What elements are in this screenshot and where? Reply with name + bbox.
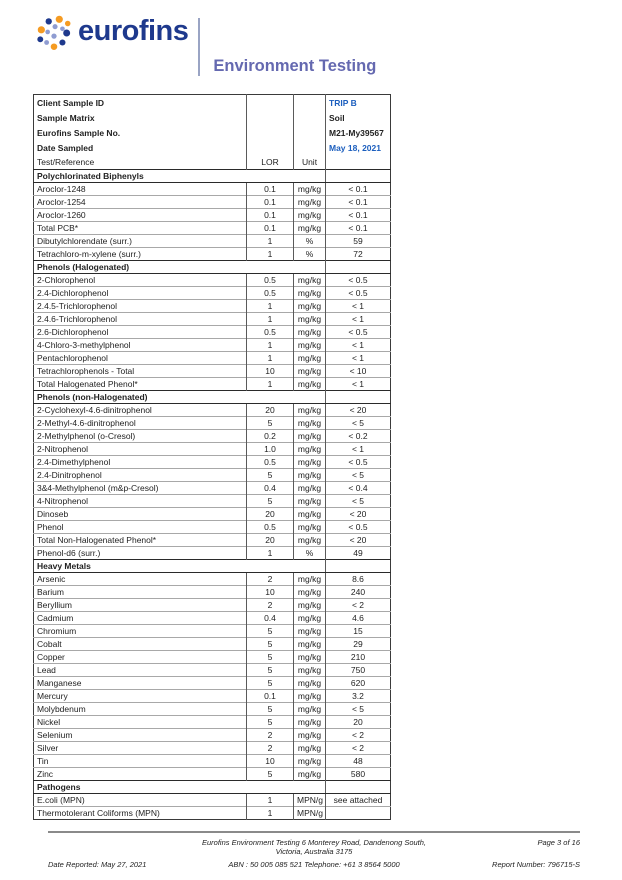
empty-cell [247, 110, 294, 125]
analyte-name: 2.4.6-Trichlorophenol [34, 313, 247, 326]
brand-divider [198, 18, 200, 76]
analyte-name: Manganese [34, 677, 247, 690]
analyte-name: Total Halogenated Phenol* [34, 378, 247, 391]
result-row [34, 521, 391, 534]
footer-page-number: Page 3 of 16 [537, 838, 580, 847]
analyte-name: Tetrachlorophenols - Total [34, 365, 247, 378]
footer-grid [48, 838, 580, 869]
empty-cell [326, 781, 391, 794]
result-row [34, 690, 391, 703]
result-row [34, 729, 391, 742]
unit-value: mg/kg [294, 352, 326, 365]
lor-value: 5 [247, 703, 294, 716]
footer-date-reported: Date Reported: May 27, 2021 [48, 860, 147, 869]
lor-value: 1 [247, 300, 294, 313]
result-row [34, 326, 391, 339]
analyte-name: 2-Chlorophenol [34, 274, 247, 287]
analyte-name: Total Non-Halogenated Phenol* [34, 534, 247, 547]
lor-value: 0.1 [247, 690, 294, 703]
unit-value: % [294, 547, 326, 560]
unit-value: mg/kg [294, 417, 326, 430]
result-row [34, 482, 391, 495]
sample-info-value: TRIP B [326, 95, 391, 111]
empty-cell [326, 170, 391, 183]
section-header-row [34, 261, 391, 274]
lor-value: 5 [247, 638, 294, 651]
lor-value: 0.1 [247, 196, 294, 209]
analyte-name: Aroclor-1248 [34, 183, 247, 196]
lor-value: 10 [247, 755, 294, 768]
result-value: < 1 [326, 300, 391, 313]
result-value: < 0.5 [326, 521, 391, 534]
column-header-row [34, 155, 391, 170]
unit-value: mg/kg [294, 196, 326, 209]
section-title: Pathogens [34, 781, 326, 794]
sample-info-label: Sample Matrix [37, 112, 95, 123]
sample-info-row [34, 140, 391, 155]
lor-value: 0.2 [247, 430, 294, 443]
lor-value: 1 [247, 547, 294, 560]
empty-cell [326, 560, 391, 573]
unit-value: mg/kg [294, 443, 326, 456]
result-row [34, 430, 391, 443]
lor-value: 2 [247, 573, 294, 586]
result-value: 48 [326, 755, 391, 768]
result-row [34, 625, 391, 638]
result-value: 72 [326, 248, 391, 261]
result-value: < 0.2 [326, 430, 391, 443]
result-value: < 2 [326, 742, 391, 755]
lor-value: 1 [247, 235, 294, 248]
result-value: < 1 [326, 352, 391, 365]
result-row [34, 469, 391, 482]
result-row [34, 742, 391, 755]
result-row [34, 300, 391, 313]
result-value: < 0.1 [326, 222, 391, 235]
unit-value: mg/kg [294, 664, 326, 677]
footer-abn: ABN : 50 005 085 521 Telephone: +61 3 8564 5000 [228, 860, 400, 869]
result-row [34, 755, 391, 768]
lor-value: 5 [247, 417, 294, 430]
result-row [34, 313, 391, 326]
analyte-name: Chromium [34, 625, 247, 638]
empty-cell [294, 110, 326, 125]
result-row [34, 287, 391, 300]
lor-value: 5 [247, 469, 294, 482]
result-row [34, 209, 391, 222]
analyte-name: Phenol-d6 (surr.) [34, 547, 247, 560]
analyte-name: 2.4.5-Trichlorophenol [34, 300, 247, 313]
lor-value: 0.4 [247, 482, 294, 495]
lor-value: 20 [247, 404, 294, 417]
footer-report-number: Report Number: 796715-S [492, 860, 580, 869]
unit-value: mg/kg [294, 183, 326, 196]
unit-value: mg/kg [294, 482, 326, 495]
analyte-name: Nickel [34, 716, 247, 729]
unit-value: MPN/g [294, 794, 326, 807]
lor-value: 1.0 [247, 443, 294, 456]
lor-value: 5 [247, 716, 294, 729]
sample-info-value: May 18, 2021 [326, 140, 391, 155]
analyte-name: 2-Cyclohexyl-4.6-dinitrophenol [34, 404, 247, 417]
lor-value: 0.5 [247, 287, 294, 300]
unit-value: mg/kg [294, 521, 326, 534]
lor-value: 1 [247, 248, 294, 261]
lor-value: 1 [247, 352, 294, 365]
unit-value: mg/kg [294, 339, 326, 352]
empty-cell [294, 140, 326, 155]
unit-value: mg/kg [294, 612, 326, 625]
result-value: < 0.1 [326, 183, 391, 196]
result-row [34, 248, 391, 261]
unit-value: mg/kg [294, 599, 326, 612]
lor-value: 0.1 [247, 183, 294, 196]
result-value: < 0.1 [326, 209, 391, 222]
analyte-name: Beryllium [34, 599, 247, 612]
results-table-body [34, 95, 391, 820]
section-title: Phenols (non-Halogenated) [34, 391, 326, 404]
footer-divider [48, 831, 580, 833]
analyte-name: 3&4-Methylphenol (m&p-Cresol) [34, 482, 247, 495]
result-value: 4.6 [326, 612, 391, 625]
lor-value: 1 [247, 339, 294, 352]
unit-value: mg/kg [294, 209, 326, 222]
lor-value: 10 [247, 365, 294, 378]
result-value: 20 [326, 716, 391, 729]
brand-header [36, 12, 376, 78]
lor-value: 2 [247, 742, 294, 755]
result-value: 8.6 [326, 573, 391, 586]
lor-value: 1 [247, 313, 294, 326]
result-row [34, 339, 391, 352]
analyte-name: Phenol [34, 521, 247, 534]
lor-value: 0.5 [247, 326, 294, 339]
empty-cell [294, 125, 326, 140]
unit-value: mg/kg [294, 313, 326, 326]
result-value: < 20 [326, 404, 391, 417]
unit-value: mg/kg [294, 716, 326, 729]
unit-value: mg/kg [294, 625, 326, 638]
result-value: < 0.5 [326, 326, 391, 339]
lor-value: 20 [247, 508, 294, 521]
unit-value: mg/kg [294, 651, 326, 664]
unit-value: mg/kg [294, 430, 326, 443]
sample-info-label: Client Sample ID [37, 97, 105, 108]
result-value: < 1 [326, 378, 391, 391]
result-value: 750 [326, 664, 391, 677]
result-value: < 2 [326, 729, 391, 742]
analyte-name: Cadmium [34, 612, 247, 625]
result-value: < 1 [326, 443, 391, 456]
unit-value: mg/kg [294, 456, 326, 469]
result-value: < 10 [326, 365, 391, 378]
column-header-lor: LOR [247, 155, 294, 170]
result-value: 210 [326, 651, 391, 664]
lor-value: 1 [247, 378, 294, 391]
analyte-name: Lead [34, 664, 247, 677]
unit-value: mg/kg [294, 768, 326, 781]
analyte-name: 2-Nitrophenol [34, 443, 247, 456]
unit-value: mg/kg [294, 326, 326, 339]
result-row [34, 573, 391, 586]
sample-info-row [34, 95, 391, 111]
lor-value: 1 [247, 794, 294, 807]
result-row [34, 456, 391, 469]
result-value: < 5 [326, 469, 391, 482]
lor-value: 10 [247, 586, 294, 599]
empty-cell [326, 155, 391, 170]
section-header-row [34, 781, 391, 794]
analyte-name: 4-Chloro-3-methylphenol [34, 339, 247, 352]
analyte-name: Thermotolerant Coliforms (MPN) [34, 807, 247, 820]
unit-value: mg/kg [294, 638, 326, 651]
unit-value: mg/kg [294, 508, 326, 521]
lor-value: 2 [247, 599, 294, 612]
footer-address: Eurofins Environment Testing 6 Monterey Road, Dandenong South, Victoria, Australia 3175 [201, 838, 427, 856]
sample-info-value: M21-My39567 [326, 125, 391, 140]
section-header-row [34, 170, 391, 183]
sample-info-label: Date Sampled [37, 142, 94, 153]
unit-value: mg/kg [294, 469, 326, 482]
lor-value: 20 [247, 534, 294, 547]
result-value: < 5 [326, 703, 391, 716]
lor-value: 0.1 [247, 209, 294, 222]
result-value: < 2 [326, 599, 391, 612]
analyte-name: Selenium [34, 729, 247, 742]
result-value: 59 [326, 235, 391, 248]
result-value: 15 [326, 625, 391, 638]
result-row [34, 677, 391, 690]
section-header-row [34, 560, 391, 573]
result-row [34, 651, 391, 664]
unit-value: mg/kg [294, 690, 326, 703]
analyte-name: Aroclor-1254 [34, 196, 247, 209]
analyte-name: Tin [34, 755, 247, 768]
result-row [34, 183, 391, 196]
analyte-name: 2.6-Dichlorophenol [34, 326, 247, 339]
lor-value: 5 [247, 495, 294, 508]
result-row [34, 599, 391, 612]
analyte-name: Tetrachloro-m-xylene (surr.) [34, 248, 247, 261]
result-value [326, 807, 391, 820]
section-header-row [34, 391, 391, 404]
result-row [34, 638, 391, 651]
unit-value: mg/kg [294, 300, 326, 313]
unit-value: mg/kg [294, 404, 326, 417]
result-row [34, 495, 391, 508]
analyte-name: Arsenic [34, 573, 247, 586]
unit-value: mg/kg [294, 586, 326, 599]
sample-info-row [34, 125, 391, 140]
result-value: < 0.4 [326, 482, 391, 495]
result-value: < 0.5 [326, 287, 391, 300]
result-value: < 5 [326, 495, 391, 508]
result-row [34, 807, 391, 820]
result-row [34, 417, 391, 430]
brand-division: Environment Testing [213, 57, 377, 75]
result-value: 3.2 [326, 690, 391, 703]
analyte-name: Pentachlorophenol [34, 352, 247, 365]
section-title: Phenols (Halogenated) [34, 261, 326, 274]
lor-value: 5 [247, 664, 294, 677]
analyte-name: Dibutylchlorendate (surr.) [34, 235, 247, 248]
analyte-name: E.coli (MPN) [34, 794, 247, 807]
section-title: Heavy Metals [34, 560, 326, 573]
result-row [34, 352, 391, 365]
lor-value: 0.5 [247, 274, 294, 287]
result-value: < 0.5 [326, 456, 391, 469]
result-row [34, 274, 391, 287]
result-value: 49 [326, 547, 391, 560]
unit-value: mg/kg [294, 729, 326, 742]
result-row [34, 586, 391, 599]
result-row [34, 768, 391, 781]
results-table [33, 94, 391, 820]
analyte-name: 2-Methylphenol (o-Cresol) [34, 430, 247, 443]
result-value: < 0.5 [326, 274, 391, 287]
unit-value: mg/kg [294, 742, 326, 755]
result-value: 29 [326, 638, 391, 651]
result-value: < 1 [326, 313, 391, 326]
unit-value: mg/kg [294, 534, 326, 547]
analyte-name: 2.4-Dichlorophenol [34, 287, 247, 300]
analyte-name: 2-Methyl-4.6-dinitrophenol [34, 417, 247, 430]
unit-value: MPN/g [294, 807, 326, 820]
page-footer [48, 838, 580, 869]
result-row [34, 365, 391, 378]
unit-value: mg/kg [294, 274, 326, 287]
result-row [34, 222, 391, 235]
lor-value: 5 [247, 625, 294, 638]
result-row [34, 534, 391, 547]
result-row [34, 378, 391, 391]
result-row [34, 508, 391, 521]
lor-value: 0.5 [247, 456, 294, 469]
analyte-name: Copper [34, 651, 247, 664]
result-row [34, 612, 391, 625]
result-row [34, 404, 391, 417]
unit-value: mg/kg [294, 677, 326, 690]
empty-cell [326, 261, 391, 274]
result-row [34, 703, 391, 716]
lor-value: 2 [247, 729, 294, 742]
unit-value: mg/kg [294, 495, 326, 508]
eurofins-logo-icon [36, 14, 72, 52]
unit-value: mg/kg [294, 573, 326, 586]
empty-cell [247, 125, 294, 140]
result-value: 620 [326, 677, 391, 690]
result-value: < 5 [326, 417, 391, 430]
unit-value: mg/kg [294, 378, 326, 391]
unit-value: % [294, 248, 326, 261]
analyte-name: 2.4-Dimethylphenol [34, 456, 247, 469]
unit-value: mg/kg [294, 755, 326, 768]
lor-value: 0.5 [247, 521, 294, 534]
analyte-name: 2.4-Dinitrophenol [34, 469, 247, 482]
analyte-name: Aroclor-1260 [34, 209, 247, 222]
empty-cell [326, 391, 391, 404]
result-row [34, 716, 391, 729]
empty-cell [294, 95, 326, 111]
analyte-name: Cobalt [34, 638, 247, 651]
sample-info-label: Eurofins Sample No. [37, 127, 121, 138]
result-value: < 0.1 [326, 196, 391, 209]
empty-cell [247, 95, 294, 111]
analyte-name: Molybdenum [34, 703, 247, 716]
result-row [34, 664, 391, 677]
unit-value: mg/kg [294, 703, 326, 716]
result-row [34, 794, 391, 807]
empty-cell [247, 140, 294, 155]
lor-value: 1 [247, 807, 294, 820]
analyte-name: 4-Nitrophenol [34, 495, 247, 508]
lor-value: 5 [247, 768, 294, 781]
lor-value: 0.4 [247, 612, 294, 625]
sample-info-value: Soil [326, 110, 391, 125]
section-title: Polychlorinated Biphenyls [34, 170, 326, 183]
lor-value: 0.1 [247, 222, 294, 235]
unit-value: mg/kg [294, 365, 326, 378]
unit-value: mg/kg [294, 287, 326, 300]
result-row [34, 196, 391, 209]
sample-info-row [34, 110, 391, 125]
result-value: < 20 [326, 508, 391, 521]
unit-value: % [294, 235, 326, 248]
result-value: 240 [326, 586, 391, 599]
result-value: 580 [326, 768, 391, 781]
lor-value: 5 [247, 651, 294, 664]
lor-value: 5 [247, 677, 294, 690]
analyte-name: Barium [34, 586, 247, 599]
result-row [34, 235, 391, 248]
brand-name: eurofins [78, 15, 189, 47]
result-value: see attached [326, 794, 391, 807]
analyte-name: Mercury [34, 690, 247, 703]
analyte-name: Silver [34, 742, 247, 755]
column-header-test-reference: Test/Reference [37, 157, 95, 167]
analyte-name: Zinc [34, 768, 247, 781]
result-value: < 1 [326, 339, 391, 352]
analyte-name: Total PCB* [34, 222, 247, 235]
result-row [34, 547, 391, 560]
result-row [34, 443, 391, 456]
analyte-name: Dinoseb [34, 508, 247, 521]
column-header-unit: Unit [294, 155, 326, 170]
result-value: < 20 [326, 534, 391, 547]
unit-value: mg/kg [294, 222, 326, 235]
